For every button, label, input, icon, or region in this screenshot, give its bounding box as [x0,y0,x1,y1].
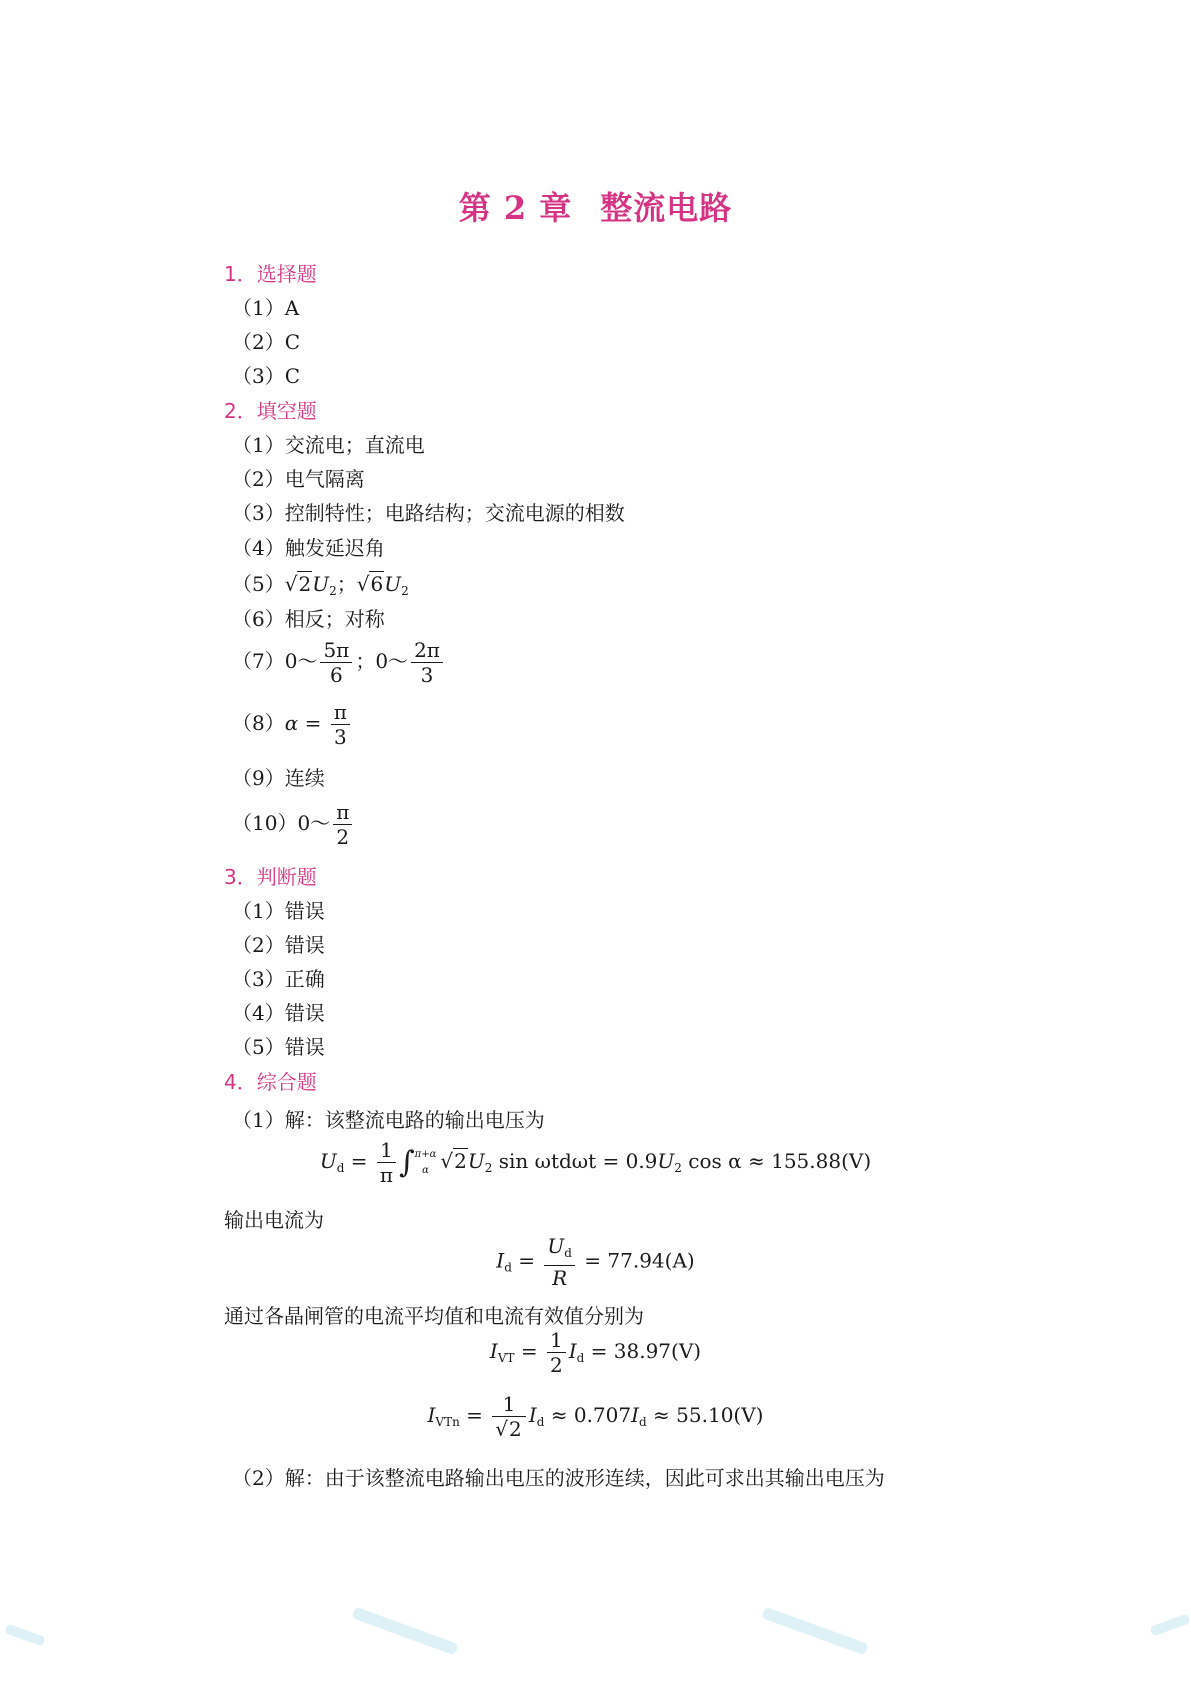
answer-item: （1）错误 [232,899,325,923]
chapter-name: 整流电路 [600,189,733,227]
answer-item: （2）C [232,330,301,354]
answer-item: （1）A [232,296,300,320]
fraction: $\frac{U_d}{R}$ [544,1234,575,1290]
fraction: $\frac{1}{2}$ [547,1328,566,1377]
section-heading-choice: 1．选择题 [224,262,317,286]
section-heading-comprehensive: 4．综合题 [224,1070,317,1094]
sqrt-expression: √2 [284,572,312,596]
equation-output-voltage: $U_d$ = $\frac{1}{\pi}$ ∫ π+α α $√2U_2$ $\sin \omega td\omega t = 0.9U_2$ cos α ≈ 155.88(V) [319,1138,872,1187]
chapter-title [0,183,1191,229]
watermark-strip [0,1600,1191,1684]
section-heading-fill: 2．填空题 [224,399,317,423]
fraction: $\frac{\pi}{3}$ [331,700,350,749]
sqrt-expression: √6 [356,572,384,596]
fraction: $\frac{1}{\pi}$ [377,1138,396,1187]
answer-item: （5）错误 [232,1035,325,1059]
answer-item: （3）控制特性；电路结构；交流电源的相数 [232,501,625,525]
answer-item: （6）相反；对称 [232,607,385,631]
answer-item: （1）交流电；直流电 [232,433,425,457]
answer-item-7: （7）0～ $\frac{5\pi}{6}$ ；0～ $\frac{2\pi}{3}$ [232,638,446,687]
fraction: $\frac{\pi}{2}$ [333,800,352,849]
answer-item: （4）触发延迟角 [232,536,385,560]
answer-item: （3）C [232,364,301,388]
solution-intro-1: （1）解：该整流电路的输出电压为 [232,1108,545,1132]
integral-sign: ∫ [399,1145,415,1180]
answer-item-5: $(5)√2U_2$；$√6U_2$ [232,572,409,598]
section-heading-judge: 3．判断题 [224,865,317,889]
answer-item-10: （10）0～ $\frac{\pi}{2}$ [232,800,355,849]
solution-intro-2: （2）解：由于该整流电路输出电压的波形连续，因此可求出其输出电压为 [232,1466,885,1490]
answer-item: （9）连续 [232,766,325,790]
fraction: $\frac{1}{√2}$ [492,1392,525,1441]
equation-thyristor-rms: $I_{VTn}$ = $\frac{1}{√2}$ $I_d \approx 0.707I_d \approx 55.10(V)$ [427,1392,764,1441]
answer-item-8: （8）α = $\frac{\pi}{3}$ [232,700,353,749]
fraction: $\frac{5\pi}{6}$ [320,638,352,687]
sqrt-expression: √2 [440,1149,467,1173]
answer-item: （2）错误 [232,933,325,957]
equation-output-current: $I_d$ = $\frac{U_d}{R}$ = 77.94(A) [496,1234,695,1290]
equation-thyristor-average: $I_{VT}$ = $\frac{1}{2}$ $I_d = 38.97(V)$ [489,1328,702,1377]
answer-item: （3）正确 [232,967,325,991]
answer-item: （4）错误 [232,1001,325,1025]
fraction: $\frac{2\pi}{3}$ [411,638,443,687]
paragraph-current-intro: 输出电流为 [224,1208,324,1232]
integral-limits: π+α α [414,1148,437,1176]
sqrt-expression: √2 [495,1417,522,1441]
answer-item: （2）电气隔离 [232,467,365,491]
paragraph-thyristor-intro: 通过各晶闸管的电流平均值和电流有效值分别为 [224,1304,644,1328]
chapter-number: 第 2 章 [458,189,573,227]
